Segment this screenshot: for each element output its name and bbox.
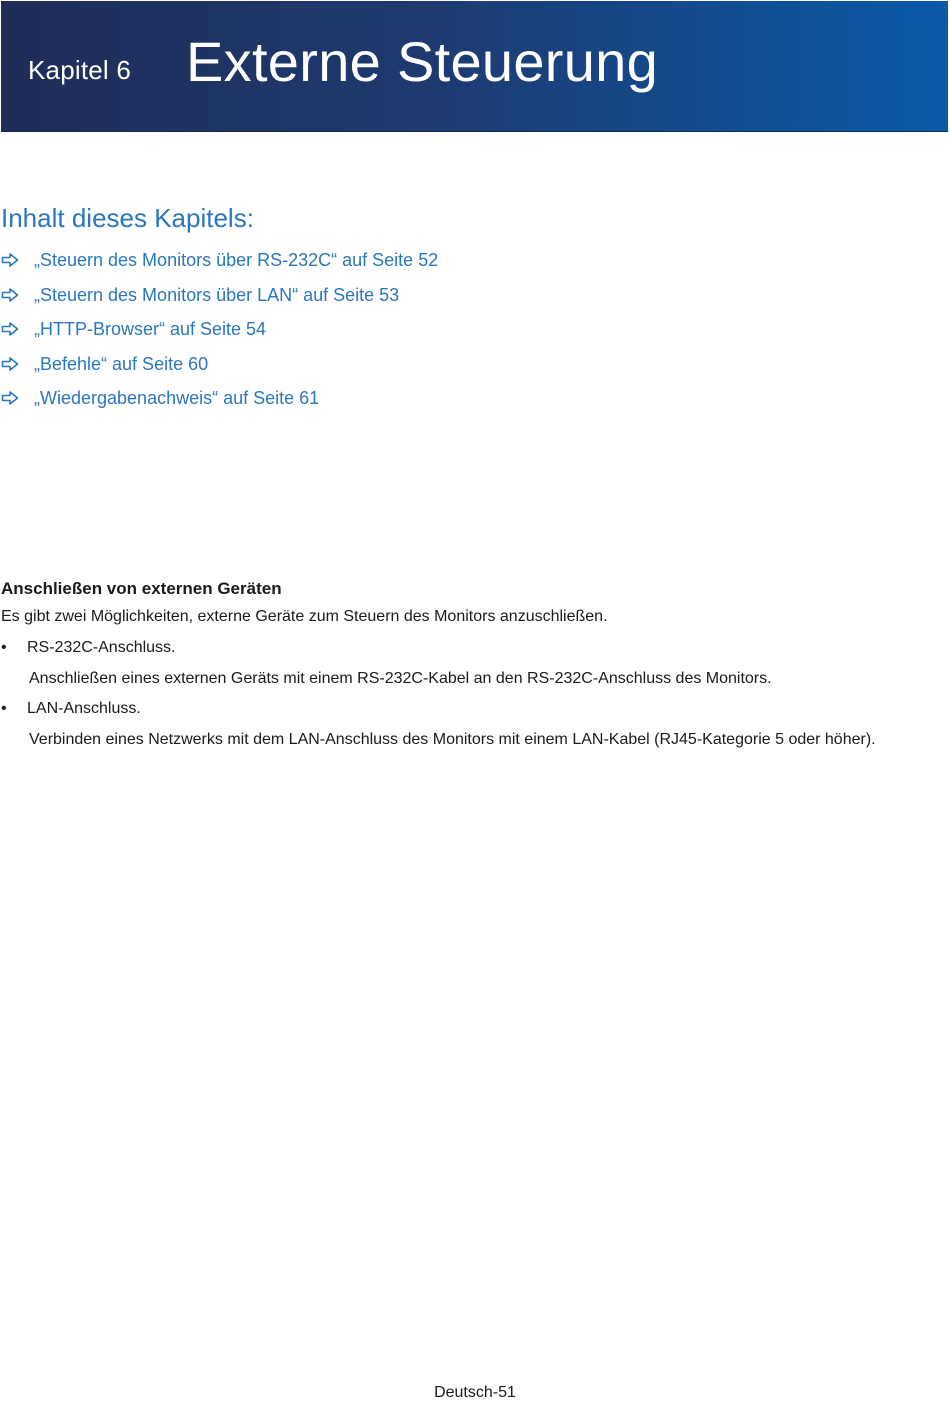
arrow-right-icon xyxy=(1,356,19,372)
bullet-label-lan: LAN-Anschluss. xyxy=(27,700,141,717)
toc-link[interactable]: „Steuern des Monitors über RS-232C“ auf Seite 52 xyxy=(34,250,439,270)
toc-link[interactable]: „Wiedergabenachweis“ auf Seite 61 xyxy=(34,388,320,408)
chapter-title: Externe Steuerung xyxy=(186,30,659,93)
page-number: Deutsch-51 xyxy=(434,1384,516,1401)
arrow-right-icon xyxy=(1,321,19,337)
section-heading: Anschließen von externen Geräten xyxy=(1,579,282,598)
chapter-label: Kapitel 6 xyxy=(28,55,131,85)
arrow-right-icon xyxy=(1,390,19,406)
section-intro: Es gibt zwei Möglichkeiten, externe Geräte zum Steuern des Monitors anzuschließen. xyxy=(1,608,608,625)
bullet-label-rs232c: RS-232C-Anschluss. xyxy=(27,639,176,656)
toc-heading: Inhalt dieses Kapitels: xyxy=(1,203,254,233)
arrow-right-icon xyxy=(1,252,19,268)
bullet-marker: • xyxy=(1,700,7,717)
arrow-right-icon xyxy=(1,287,19,303)
toc-link[interactable]: „Steuern des Monitors über LAN“ auf Seite 53 xyxy=(34,284,400,305)
chapter-banner xyxy=(1,1,948,132)
bullet-marker: • xyxy=(1,639,7,656)
toc-link[interactable]: „HTTP-Browser“ auf Seite 54 xyxy=(34,319,267,339)
bullet-description-lan: Verbinden eines Netzwerks mit dem LAN-Anschluss des Monitors mit einem LAN-Kabel (RJ45-Kategorie 5 oder höher). xyxy=(29,731,876,748)
bullet-description-rs232c: Anschließen eines externen Geräts mit einem RS-232C-Kabel an den RS-232C-Anschluss des Monitors. xyxy=(29,670,772,687)
toc-link[interactable]: „Befehle“ auf Seite 60 xyxy=(34,353,209,374)
